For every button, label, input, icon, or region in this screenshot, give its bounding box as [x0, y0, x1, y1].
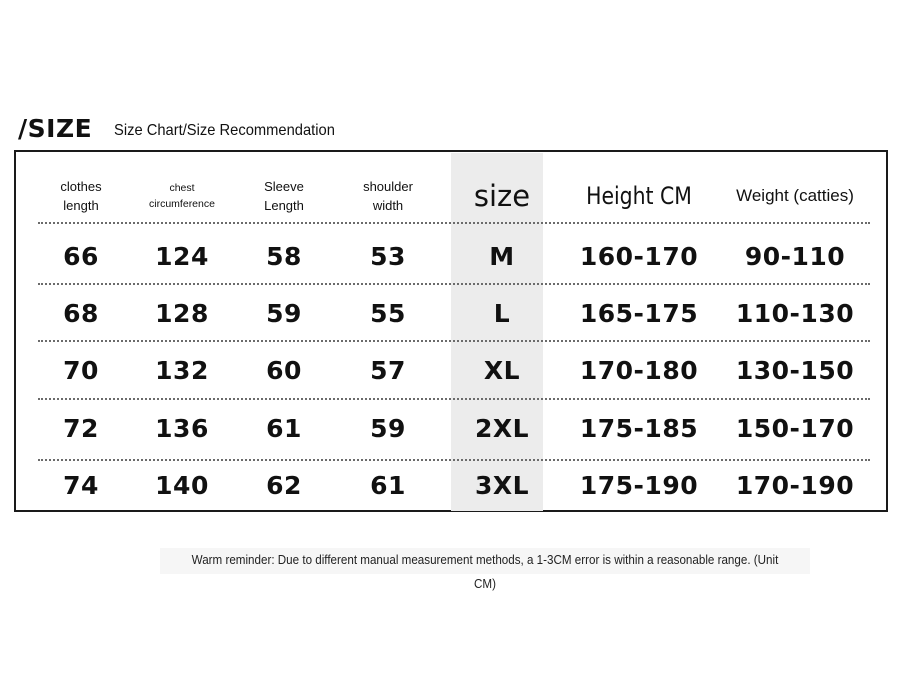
cell-size: 2XL [474, 413, 530, 443]
row-divider [38, 398, 870, 400]
cell-height: 160-170 [579, 241, 699, 271]
cell-sleeve: 58 [266, 241, 302, 271]
table-row [36, 344, 870, 396]
cell-clothes-length: 72 [63, 413, 99, 443]
cell-chest: 124 [155, 241, 209, 271]
chart-heading [18, 112, 354, 144]
cell-height: 175-190 [579, 470, 699, 500]
table-row [36, 459, 870, 511]
cell-chest: 132 [155, 355, 209, 385]
cell-height: 175-185 [579, 413, 699, 443]
cell-clothes-length: 74 [63, 470, 99, 500]
table-header-row [36, 166, 870, 226]
cell-weight: 90-110 [744, 241, 846, 271]
size-table [14, 150, 888, 512]
cell-shoulder: 59 [370, 413, 406, 443]
cell-sleeve: 62 [266, 470, 302, 500]
cell-shoulder: 61 [370, 470, 406, 500]
cell-weight: 150-170 [735, 413, 855, 443]
cell-shoulder: 57 [370, 355, 406, 385]
cell-size: XL [483, 355, 521, 385]
cell-clothes-length: 66 [63, 241, 99, 271]
header-chest-circumference: chest circumference [149, 182, 215, 210]
header-weight: Weight (catties) [736, 186, 854, 205]
row-divider [38, 283, 870, 285]
header-size: size [473, 179, 531, 213]
header-shoulder-width: shoulder width [363, 179, 413, 213]
cell-sleeve: 59 [266, 298, 302, 328]
header-sleeve-length: Sleeve Length [264, 179, 304, 213]
size-title: /SIZE [18, 114, 93, 143]
cell-clothes-length: 70 [63, 355, 99, 385]
row-divider [38, 222, 870, 224]
row-divider [38, 340, 870, 342]
cell-shoulder: 55 [370, 298, 406, 328]
cell-size: M [489, 241, 515, 271]
table-row [36, 402, 870, 454]
cell-weight: 170-190 [735, 470, 855, 500]
cell-chest: 128 [155, 298, 209, 328]
cell-weight: 110-130 [735, 298, 855, 328]
measurement-reminder [160, 548, 810, 591]
cell-shoulder: 53 [370, 241, 406, 271]
size-subtitle: Size Chart/Size Recommendation [114, 122, 336, 139]
cell-sleeve: 61 [266, 413, 302, 443]
table-row [36, 230, 870, 282]
cell-weight: 130-150 [735, 355, 855, 385]
cell-chest: 136 [155, 413, 209, 443]
header-height: Height CM [586, 182, 692, 210]
cell-size: L [493, 298, 511, 328]
cell-size: 3XL [474, 470, 530, 500]
cell-sleeve: 60 [266, 355, 302, 385]
cell-height: 170-180 [579, 355, 699, 385]
reminder-text: Warm reminder: Due to different manual measurement methods, a 1-3CM error is within a reasonable range. (Unit CM) [191, 553, 779, 591]
header-clothes-length: clothes length [60, 179, 102, 213]
table-row [36, 287, 870, 339]
cell-chest: 140 [155, 470, 209, 500]
cell-height: 165-175 [579, 298, 699, 328]
cell-clothes-length: 68 [63, 298, 99, 328]
